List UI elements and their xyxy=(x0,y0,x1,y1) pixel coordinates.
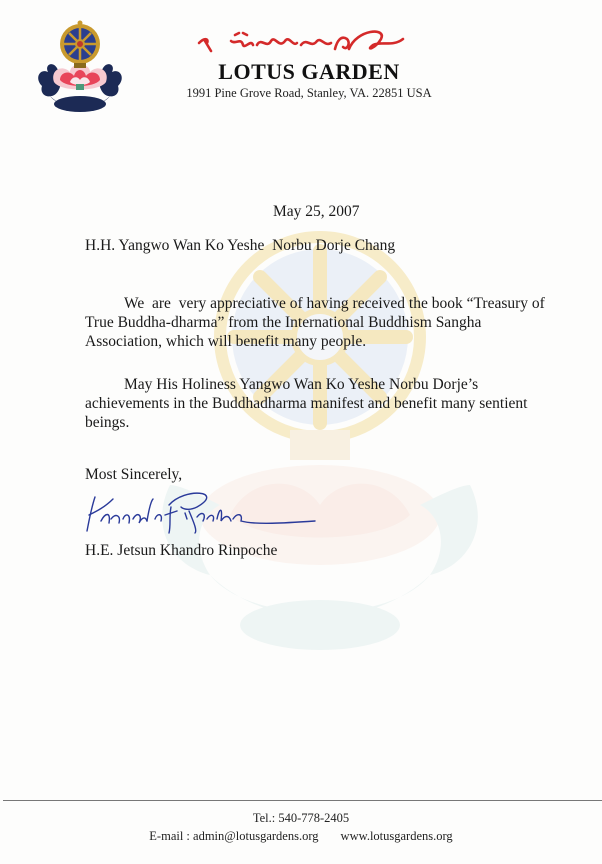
body-paragraph: May His Holiness Yangwo Wan Ko Yeshe Norbu Dorje’s achievements in the Buddhadharma manifest and benefit many sentient beings. xyxy=(85,376,528,431)
footer-telephone: Tel.: 540-778-2405 xyxy=(252,811,350,825)
organization-name: LOTUS GARDEN xyxy=(218,59,400,84)
footer-divider xyxy=(3,800,602,801)
footer-email-link[interactable]: E-mail : admin@lotusgardens.org xyxy=(149,829,319,843)
footer-contact xyxy=(0,829,602,844)
letter-date: May 25, 2007 xyxy=(273,203,360,220)
signer-name: H.E. Jetsun Khandro Rinpoche xyxy=(85,542,278,559)
closing-salutation: Most Sincerely, xyxy=(85,466,183,483)
recipient-name: H.H. Yangwo Wan Ko Yeshe Norbu Dorje Chang xyxy=(85,237,396,254)
dharma-wheel-watermark-icon xyxy=(150,225,480,665)
footer-website-link[interactable]: www.lotusgardens.org xyxy=(340,829,453,843)
organization-address: 1991 Pine Grove Road, Stanley, VA. 22851 USA xyxy=(186,86,432,100)
tibetan-calligraphy-icon xyxy=(197,27,407,57)
handwritten-signature-icon xyxy=(85,485,325,535)
body-paragraph: We are very appreciative of having received the book “Treasury of True Buddha-dharma” from the International Buddhism Sangha Association, which will benefit many people. xyxy=(85,295,549,350)
